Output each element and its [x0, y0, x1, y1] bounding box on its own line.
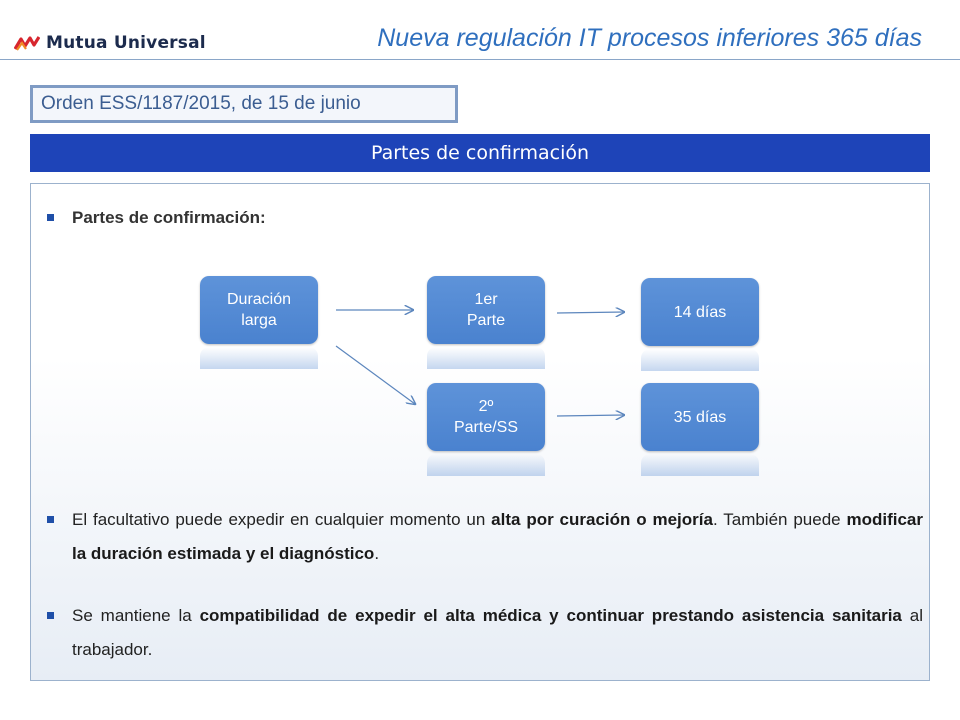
bullet-square-icon: [47, 612, 54, 619]
node-reflection: [427, 347, 545, 369]
content-panel: [30, 183, 930, 681]
bullet-compatibilidad: [47, 599, 923, 667]
arrow-duracion-to-2o: [336, 346, 415, 404]
orden-label-box: Orden ESS/1187/2015, de 15 de junio: [30, 85, 458, 123]
node-35-dias: [641, 383, 759, 451]
node-reflection: [200, 347, 318, 369]
arrow-2o-to-35: [557, 415, 624, 416]
text-run: El facultativo puede expedir en cualquier momento un: [72, 510, 492, 529]
node-line: larga: [241, 312, 277, 329]
node-2o-parte-ss: [427, 383, 545, 451]
text-run: .: [374, 544, 380, 563]
node-reflection: [641, 454, 759, 476]
node-line: 2º: [478, 398, 494, 415]
arrow-1er-to-14: [557, 312, 624, 313]
text-run: Se mantiene la: [72, 606, 200, 625]
logo: [14, 33, 206, 53]
text-run-bold: compatibilidad de expedir el alta médica y continuar prestando asistencia sanitaria: [199, 606, 902, 625]
node-line: 35 días: [673, 408, 727, 426]
bullet-square-icon: [47, 516, 54, 523]
node-reflection: [641, 349, 759, 371]
mutua-logo-icon: [14, 35, 40, 51]
node-line: Parte/SS: [453, 419, 519, 436]
node-line: 14 días: [673, 303, 727, 321]
text-run-bold: alta por curación o mejoría: [491, 510, 713, 529]
section-bar: Partes de confirmación: [30, 134, 930, 172]
text-run: al trabajador.: [72, 606, 923, 659]
text-run: . También puede: [712, 510, 847, 529]
page-title: Nueva regulación IT procesos inferiores 365 días: [377, 24, 922, 52]
node-14-dias: [641, 278, 759, 346]
node-reflection: [427, 454, 545, 476]
node-line: Parte: [466, 312, 506, 329]
node-duracion-larga: [200, 276, 318, 344]
bullet-text: [72, 599, 923, 667]
node-line: Duración: [226, 291, 292, 308]
header-divider: [0, 59, 960, 60]
bullet-text: [72, 503, 923, 571]
node-1er-parte: [427, 276, 545, 344]
text-run-bold: modificar la duración estimada y el diagnóstico: [72, 510, 923, 563]
logo-text: Mutua Universal: [46, 33, 206, 53]
bullet-facultativo: [47, 503, 923, 571]
node-line: 1er: [474, 291, 498, 308]
bullet-text: Partes de confirmación:: [72, 208, 266, 227]
